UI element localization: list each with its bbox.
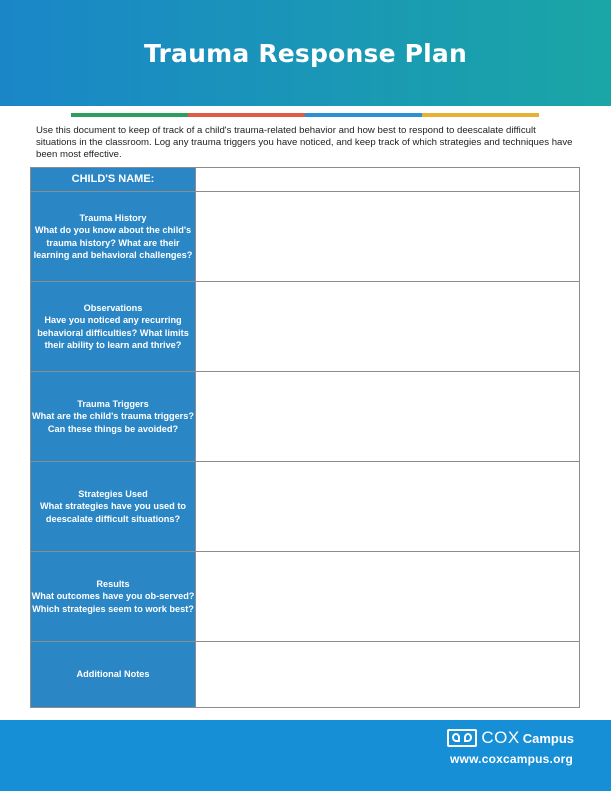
- trauma-triggers-title: Trauma Triggers: [77, 399, 149, 410]
- open-book-heart-icon: [447, 729, 477, 747]
- trauma-history-field[interactable]: [196, 192, 580, 282]
- plan-table: [30, 167, 580, 708]
- stripe-blue: [305, 113, 422, 117]
- footer-banner: [0, 720, 611, 791]
- strategies-used-title: Strategies Used: [78, 489, 148, 500]
- table-row-strategies-used: [31, 462, 580, 552]
- table-row-childs-name: [31, 168, 580, 192]
- results-label: [31, 552, 196, 642]
- results-question: What outcomes have you ob-served? Which strategies seem to work best?: [31, 591, 195, 614]
- website-url: www.coxcampus.org: [450, 752, 573, 766]
- observations-field[interactable]: [196, 282, 580, 372]
- childs-name-field[interactable]: [196, 168, 580, 192]
- table-row-trauma-triggers: [31, 372, 580, 462]
- strategies-used-label: [31, 462, 196, 552]
- brand-cox-text: COX: [481, 728, 520, 747]
- trauma-triggers-question: What are the child's trauma triggers? Can these things be avoided?: [32, 411, 194, 434]
- observations-label: [31, 282, 196, 372]
- table-row-observations: [31, 282, 580, 372]
- results-field[interactable]: [196, 552, 580, 642]
- color-stripe-divider: [71, 113, 539, 117]
- stripe-green: [71, 113, 188, 117]
- strategies-used-question: What strategies have you used to deescalate difficult situations?: [39, 501, 186, 524]
- additional-notes-field[interactable]: [196, 642, 580, 708]
- trauma-history-question: What do you know about the child's trauma history? What are their learning and behavioral challenges?: [33, 225, 193, 260]
- header-banner: [0, 0, 611, 106]
- trauma-history-label: [31, 192, 196, 282]
- trauma-history-title: Trauma History: [79, 213, 147, 224]
- brand-logo: [447, 728, 574, 748]
- table-row-additional-notes: [31, 642, 580, 708]
- brand-campus-text: Campus: [522, 730, 574, 746]
- intro-text: Use this document to keep of track of a child's trauma-related behavior and how best to respond to deescalate difficult situations in the classroom. Log any trauma triggers you have noticed, and keep track of which strategies and techniques have been most effective.: [36, 125, 573, 161]
- trauma-triggers-field[interactable]: [196, 372, 580, 462]
- childs-name-label: [31, 168, 196, 192]
- childs-name-label-text: CHILD'S NAME:: [71, 173, 155, 186]
- observations-title: Observations: [83, 303, 143, 314]
- table-row-trauma-history: [31, 192, 580, 282]
- page-title: Trauma Response Plan: [144, 38, 467, 68]
- stripe-red: [188, 113, 305, 117]
- stripe-yellow: [422, 113, 539, 117]
- strategies-used-field[interactable]: [196, 462, 580, 552]
- trauma-triggers-label: [31, 372, 196, 462]
- additional-notes-title: Additional Notes: [76, 669, 150, 680]
- table-row-results: [31, 552, 580, 642]
- additional-notes-label: [31, 642, 196, 708]
- results-title: Results: [96, 579, 130, 590]
- observations-question: Have you noticed any recurring behavioral difficulties? What limits their ability to learn and thrive?: [37, 315, 189, 350]
